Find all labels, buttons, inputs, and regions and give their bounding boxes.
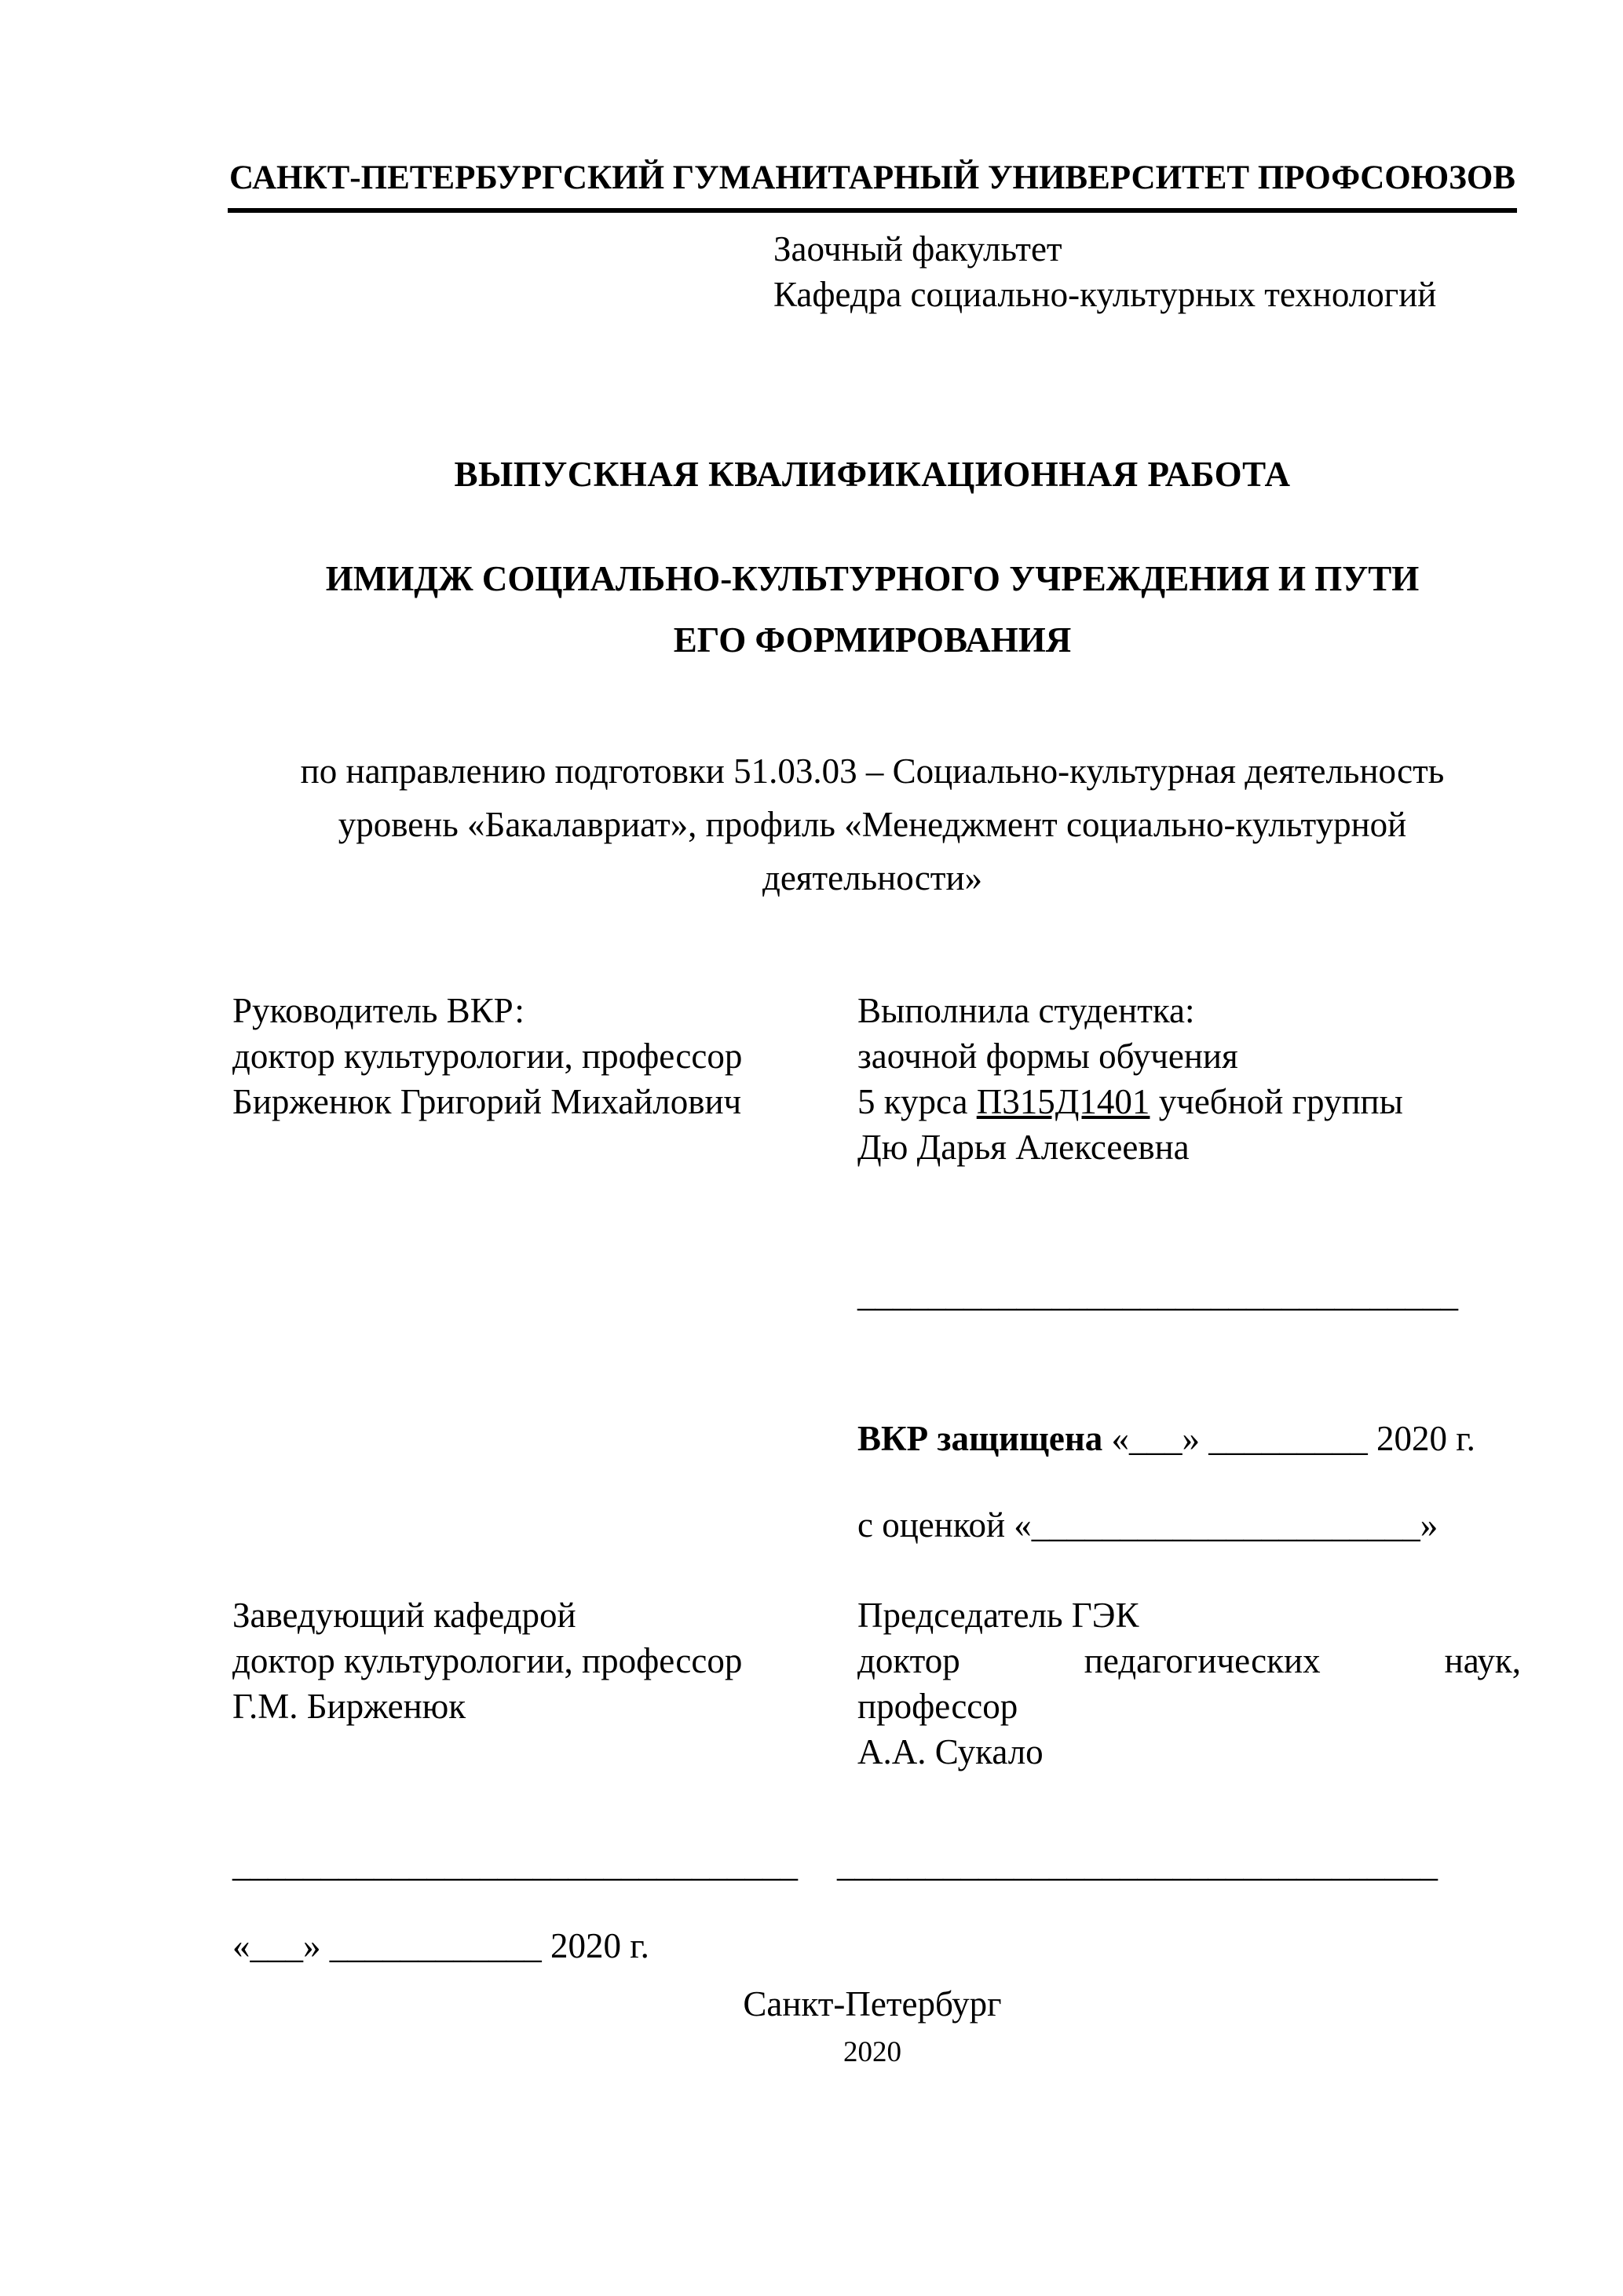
faculty-department-block — [773, 226, 1436, 317]
supervisor-role: Руководитель ВКР: — [232, 991, 525, 1030]
student-block — [857, 988, 1403, 1170]
department-name: Кафедра социально-культурных технологий — [773, 275, 1437, 314]
department-head-role: Заведующий кафедрой — [232, 1596, 576, 1635]
chairman-degree-line: доктор педагогических наук, — [857, 1641, 1521, 1680]
footer-city: Санкт-Петербург — [743, 1984, 1002, 2024]
defense-label: ВКР защищена — [857, 1419, 1103, 1458]
work-type-title: ВЫПУСКНАЯ КВАЛИФИКАЦИОННАЯ РАБОТА — [454, 455, 1291, 494]
thesis-title-line1: ИМИДЖ СОЦИАЛЬНО-КУЛЬТУРНОГО УЧРЕЖДЕНИЯ И ПУТИ — [325, 559, 1420, 598]
footer-year: 2020 — [843, 2036, 901, 2068]
supervisor-block — [232, 988, 742, 1124]
university-name: САНКТ-ПЕТЕРБУРГСКИЙ ГУМАНИТАРНЫЙ УНИВЕРСИТЕТ ПРОФСОЮЗОВ — [228, 159, 1517, 213]
chairman-block — [857, 1592, 1521, 1775]
defense-date-line — [857, 1418, 1475, 1459]
defense-date-blank: «___» _________ 2020 г. — [1102, 1419, 1475, 1458]
program-line3: деятельности» — [762, 858, 983, 898]
supervisor-degree: доктор культурологии, профессор — [232, 1036, 743, 1076]
student-name: Дю Дарья Алексеевна — [857, 1128, 1190, 1167]
department-head-degree: доктор культурологии, профессор — [232, 1641, 743, 1680]
thesis-title-line2: ЕГО ФОРМИРОВАНИЯ — [673, 620, 1072, 660]
student-group-code: П315Д1401 — [976, 1082, 1150, 1121]
faculty-name: Заочный факультет — [773, 229, 1062, 269]
department-head-block — [232, 1592, 742, 1729]
department-head-signature-line: ________________________________ — [232, 1844, 798, 1884]
program-description — [228, 744, 1517, 905]
student-role: Выполнила студентка: — [857, 991, 1195, 1030]
student-signature-line: __________________________________ — [857, 1274, 1458, 1314]
chairman-role: Председатель ГЭК — [857, 1596, 1139, 1635]
student-study-form: заочной формы обучения — [857, 1036, 1238, 1076]
chairman-name: А.А. Сукало — [857, 1732, 1044, 1771]
student-group-line: 5 курса П315Д1401 учебной группы — [857, 1082, 1403, 1121]
thesis-title — [228, 548, 1517, 671]
program-line2: уровень «Бакалавриат», профиль «Менеджмент социально-культурной — [338, 805, 1407, 844]
chairman-title: профессор — [857, 1687, 1018, 1726]
supervisor-name: Бирженюк Григорий Михайлович — [232, 1082, 742, 1121]
department-head-name: Г.М. Бирженюк — [232, 1687, 466, 1726]
signature-date-line: «___» ____________ 2020 г. — [232, 1926, 649, 1965]
grade-line: с оценкой «______________________» — [857, 1505, 1438, 1545]
program-line1: по направлению подготовки 51.03.03 – Социально-культурная деятельность — [300, 751, 1445, 791]
chairman-signature-line: __________________________________ — [837, 1844, 1438, 1884]
